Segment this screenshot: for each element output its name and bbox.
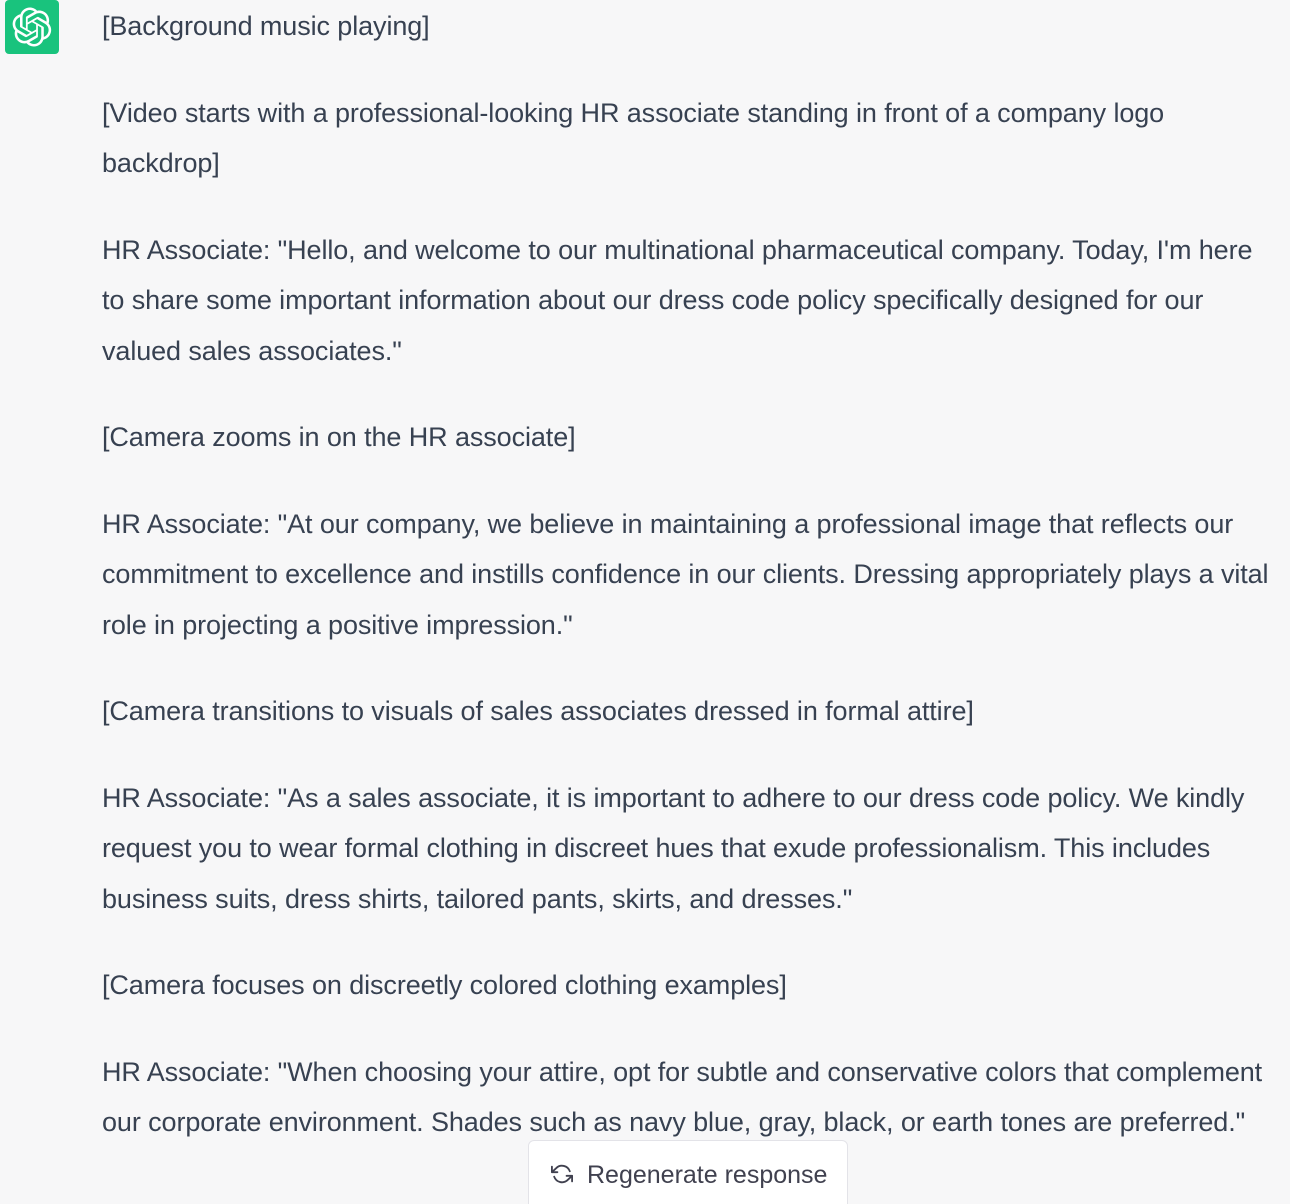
message-paragraph: HR Associate: "At our company, we believe in maintaining a professional image that reflects our commitment to excellence and instills confidence in our clients. Dressing appropriately plays a vital role in projecting a positive impression." xyxy=(102,508,1269,640)
regenerate-response-button[interactable] xyxy=(528,1140,848,1204)
message-paragraph: [Background music playing] xyxy=(102,11,430,41)
message-paragraph: [Camera zooms in on the HR associate] xyxy=(102,422,576,452)
message-paragraph: [Camera focuses on discreetly colored clothing examples] xyxy=(102,970,787,1000)
message-paragraph: HR Associate: "As a sales associate, it is important to adhere to our dress code policy. We kindly request you to wear formal clothing in discreet hues that exude professionalism. This includes business suits, dress shirts, tailored pants, skirts, and dresses." xyxy=(102,782,1245,914)
message-paragraph: [Camera transitions to visuals of sales associates dressed in formal attire] xyxy=(102,696,974,726)
message-paragraph: [Video starts with a professional-looking HR associate standing in front of a company logo backdrop] xyxy=(102,97,1165,178)
refresh-icon xyxy=(551,1163,573,1185)
message-paragraph: HR Associate: "When choosing your attire, opt for subtle and conservative colors that complement our corporate environment. Shades such as navy blue, gray, black, or earth tones are preferred." xyxy=(102,1056,1263,1137)
openai-logo-icon xyxy=(12,7,52,47)
regenerate-label: Regenerate response xyxy=(587,1161,828,1189)
assistant-avatar xyxy=(5,0,59,54)
assistant-message xyxy=(102,0,1272,1184)
message-paragraph: HR Associate: "Hello, and welcome to our multinational pharmaceutical company. Today, I'm here to share some important information about our dress code policy specifically designed for our valued sales associates." xyxy=(102,234,1253,366)
